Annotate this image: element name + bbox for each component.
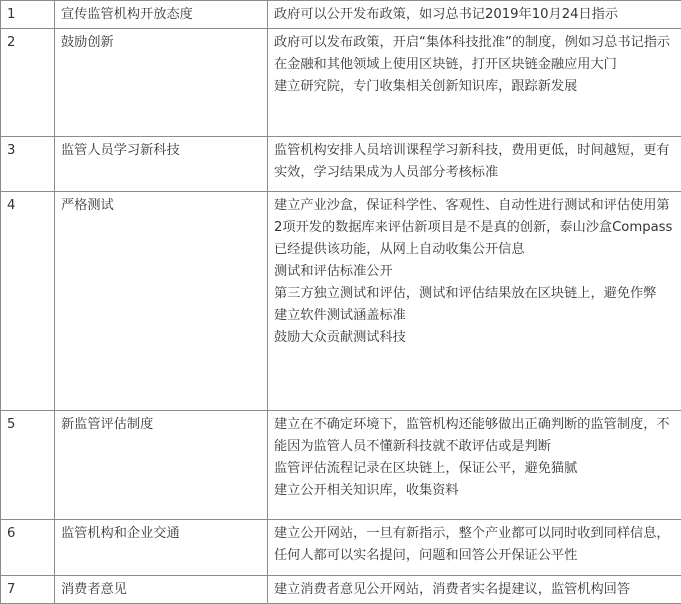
- description-line: 建立在不确定环境下，监管机构还能够做出正确判断的监管制度，不能因为监管人员不懂新科技就不敢评估或是判断: [274, 414, 675, 458]
- row-description: [268, 520, 681, 576]
- table-row: [1, 520, 681, 576]
- description-line: 测试和评估标准公开: [274, 261, 675, 283]
- description-line: 建立产业沙盒，保证科学性、客观性、自动性进行测试和评估使用第2项开发的数据库来评估新项目是不是真的创新，泰山沙盒Compass已经提供该功能，从网上自动收集公开信息: [274, 195, 675, 261]
- row-item: 鼓励创新: [55, 29, 268, 137]
- row-description: [268, 137, 681, 192]
- row-item: 新监管评估制度: [55, 411, 268, 520]
- row-number: 5: [1, 411, 55, 520]
- row-description: [268, 29, 681, 137]
- row-item: 监管机构和企业交通: [55, 520, 268, 576]
- row-number: 1: [1, 1, 55, 29]
- description-line: 建立公开相关知识库，收集资料: [274, 480, 675, 502]
- row-number: 3: [1, 137, 55, 192]
- row-item: 宣传监管机构开放态度: [55, 1, 268, 29]
- row-description: [268, 576, 681, 604]
- row-number: 6: [1, 520, 55, 576]
- table-row: [1, 1, 681, 29]
- description-line: 政府可以发布政策，开启“集体科技批准”的制度，例如习总书记指示在金融和其他领域上使用区块链，打开区块链金融应用大门: [274, 32, 675, 76]
- table-row: [1, 137, 681, 192]
- table-row: [1, 192, 681, 411]
- table-row: [1, 29, 681, 137]
- row-item: 监管人员学习新科技: [55, 137, 268, 192]
- description-line: 建立研究院，专门收集相关创新知识库，跟踪新发展: [274, 76, 675, 98]
- table-row: [1, 576, 681, 604]
- description-line: 监管机构安排人员培训课程学习新科技，费用更低，时间越短，更有实效，学习结果成为人员部分考核标准: [274, 140, 675, 184]
- row-item: 严格测试: [55, 192, 268, 411]
- row-number: 4: [1, 192, 55, 411]
- row-description: [268, 192, 681, 411]
- table-row: [1, 411, 681, 520]
- row-item: 消费者意见: [55, 576, 268, 604]
- description-line: 建立消费者意见公开网站，消费者实名提建议，监管机构回答: [274, 579, 675, 601]
- description-line: 建立公开网站，一旦有新指示，整个产业都可以同时收到同样信息，任何人都可以实名提问，问题和回答公开保证公平性: [274, 523, 675, 567]
- description-line: 建立软件测试涵盖标准: [274, 305, 675, 327]
- description-line: 第三方独立测试和评估，测试和评估结果放在区块链上，避免作弊: [274, 283, 675, 305]
- row-number: 2: [1, 29, 55, 137]
- row-number: 7: [1, 576, 55, 604]
- description-line: 政府可以公开发布政策，如习总书记2019年10月24日指示: [274, 4, 675, 26]
- row-description: [268, 411, 681, 520]
- row-description: [268, 1, 681, 29]
- description-line: 监管评估流程记录在区块链上，保证公平，避免猫腻: [274, 458, 675, 480]
- description-line: 鼓励大众贡献测试科技: [274, 327, 675, 349]
